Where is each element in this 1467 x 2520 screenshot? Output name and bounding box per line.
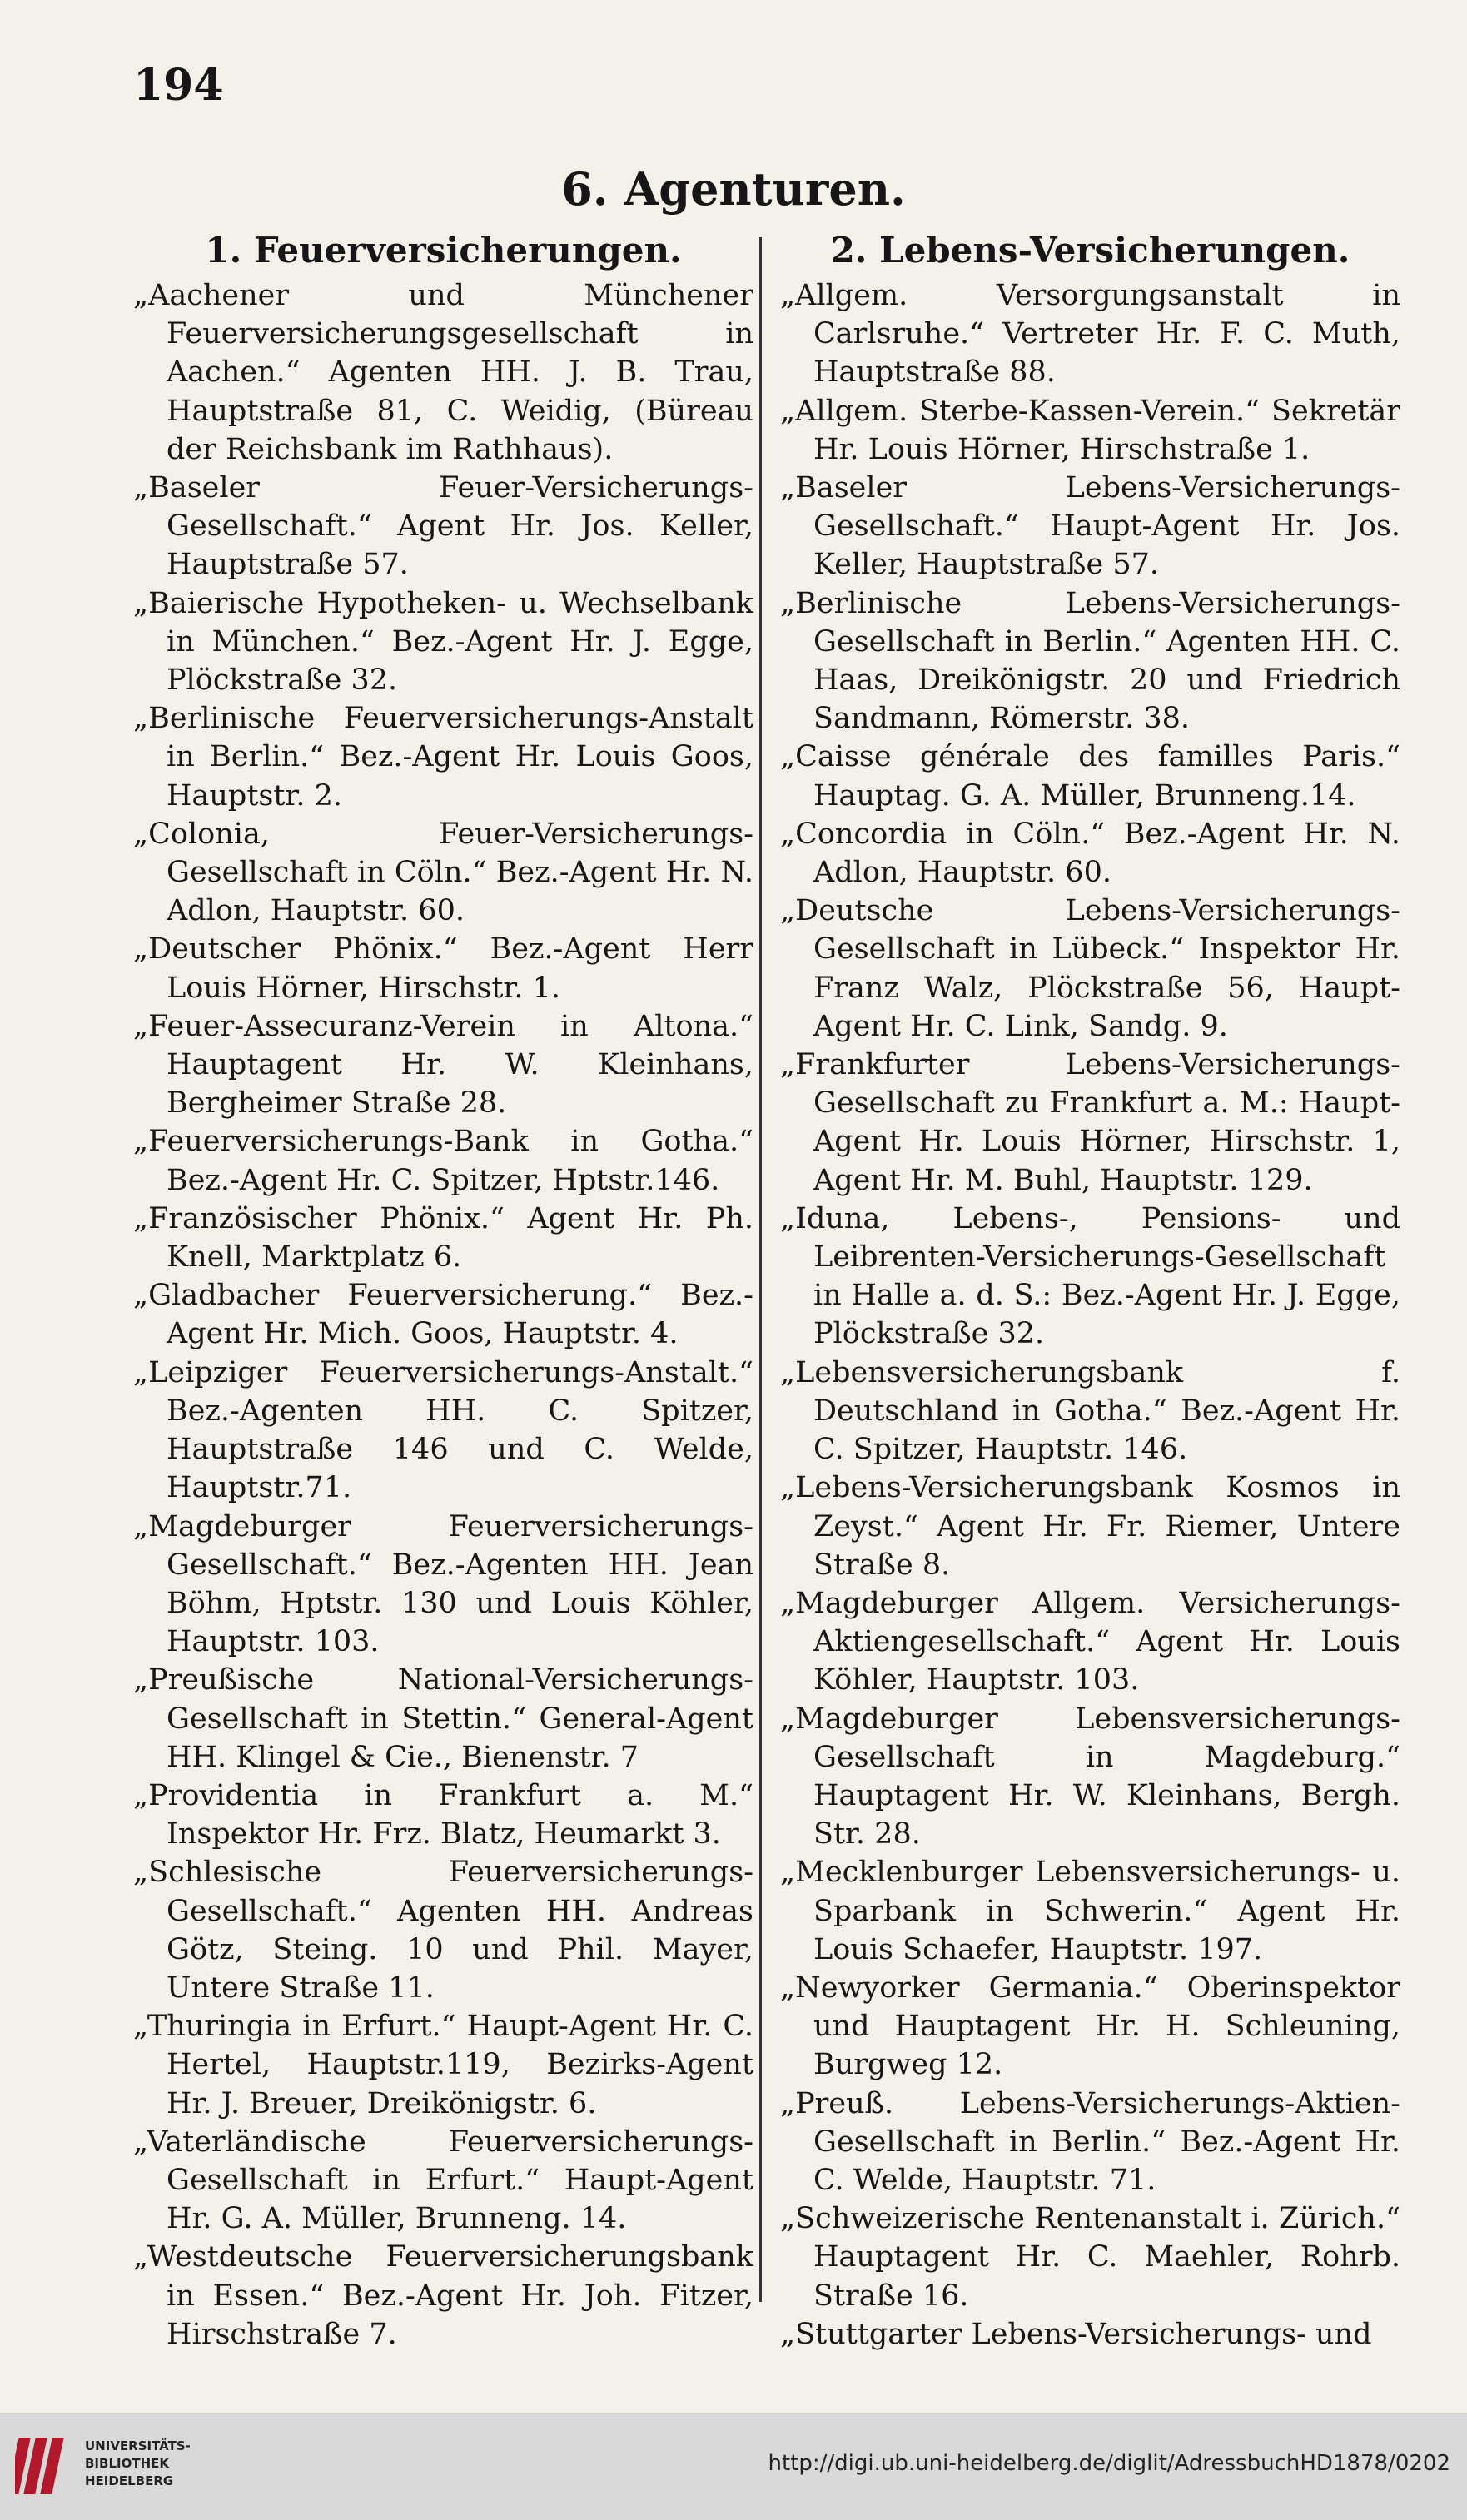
column-divider bbox=[759, 237, 762, 2302]
footer-bar bbox=[0, 2413, 1467, 2520]
list-item: „Schlesische Feuerversicherungs-Gesellschaft.“ Agenten HH. Andreas Götz, Steing. 10 und Phil. Mayer, Untere Straße 11. bbox=[133, 1856, 753, 2005]
list-item: „Deutscher Phönix.“ Bez.-Agent Herr Louis Hörner, Hirschstr. 1. bbox=[133, 932, 753, 1005]
list-item: „Baierische Hypotheken- u. Wechselbank in München.“ Bez.-Agent Hr. J. Egge, Plöckstraße 32. bbox=[133, 586, 753, 698]
list-item: „Thuringia in Erfurt.“ Haupt-Agent Hr. C. Hertel, Hauptstr.119, Bezirks-Agent Hr. J. Breuer, Dreikönigstr. 6. bbox=[133, 2010, 753, 2120]
list-item: „Magdeburger Feuerversicherungs-Gesellschaft.“ Bez.-Agenten HH. Jean Böhm, Hptstr. 130 und Louis Köhler, Hauptstr. 103. bbox=[133, 1509, 753, 1659]
list-item: „Allgem. Sterbe-Kassen-Verein.“ Sekretär Hr. Louis Hörner, Hirschstraße 1. bbox=[780, 394, 1400, 466]
left-column bbox=[133, 225, 753, 2353]
library-logo-text: UNIVERSITÄTS- BIBLIOTHEK HEIDELBERG bbox=[85, 2438, 191, 2488]
list-item: „Caisse générale des familles Paris.“ Hauptag. G. A. Müller, Brunneng.14. bbox=[780, 740, 1400, 813]
right-column bbox=[780, 225, 1400, 2353]
list-item: „Leipziger Feuerversicherungs-Anstalt.“ Bez.-Agenten HH. C. Spitzer, Hauptstraße 146 und C. Welde, Hauptstr.71. bbox=[133, 1355, 753, 1505]
list-item: „Vaterländische Feuerversicherungs-Gesellschaft in Erfurt.“ Haupt-Agent Hr. G. A. Müller, Brunneng. 14. bbox=[133, 2125, 753, 2236]
list-item: „Mecklenburger Lebensversicherungs- u. Sparbank in Schwerin.“ Agent Hr. Louis Schaefer, Hauptstr. 197. bbox=[780, 1856, 1400, 1966]
list-item: „Preuß. Lebens-Versicherungs-Aktien-Gesellschaft in Berlin.“ Bez.-Agent Hr. C. Welde, Hauptstr. 71. bbox=[780, 2086, 1400, 2197]
section-title: 6. Agenturen. bbox=[561, 162, 906, 216]
list-item: „Berlinische Lebens-Versicherungs-Gesellschaft in Berlin.“ Agenten HH. C. Haas, Dreikönigstr. 20 und Friedrich Sandmann, Römerstr. 38. bbox=[780, 586, 1400, 736]
list-item: „Newyorker Germania.“ Oberinspektor und Hauptagent Hr. H. Schleuning, Burgweg 12. bbox=[780, 1971, 1400, 2082]
source-url-link[interactable]: http://digi.ub.uni-heidelberg.de/diglit/AdressbuchHD1878/0202 bbox=[768, 2451, 1450, 2476]
list-item: „Magdeburger Lebensversicherungs-Gesellschaft in Magdeburg.“ Hauptagent Hr. W. Kleinhans, Bergh. Str. 28. bbox=[780, 1702, 1400, 1851]
list-item: „Stuttgarter Lebens-Versicherungs- und bbox=[780, 2317, 1372, 2351]
list-item: „Deutsche Lebens-Versicherungs-Gesellschaft in Lübeck.“ Inspektor Hr. Franz Walz, Plöckstraße 56, Haupt-Agent Hr. C. Link, Sandg. 9. bbox=[780, 894, 1400, 1043]
list-item: „Concordia in Cöln.“ Bez.-Agent Hr. N. Adlon, Hauptstr. 60. bbox=[780, 817, 1400, 890]
list-item: „Baseler Feuer-Versicherungs-Gesellschaft.“ Agent Hr. Jos. Keller, Hauptstraße 57. bbox=[133, 471, 753, 582]
list-item: „Schweizerische Rentenanstalt i. Zürich.“ Hauptagent Hr. C. Maehler, Rohrb. Straße 16. bbox=[780, 2202, 1400, 2313]
list-item: „Allgem. Versorgungsanstalt in Carlsruhe.“ Vertreter Hr. F. C. Muth, Hauptstraße 88. bbox=[780, 279, 1400, 390]
right-column-heading: 2. Lebens-Versicherungen. bbox=[830, 230, 1350, 271]
page-number: 194 bbox=[133, 60, 224, 111]
list-item: „Providentia in Frankfurt a. M.“ Inspektor Hr. Frz. Blatz, Heumarkt 3. bbox=[133, 1778, 753, 1851]
list-item: „Colonia, Feuer-Versicherungs-Gesellschaft in Cöln.“ Bez.-Agent Hr. N. Adlon, Hauptstr. 60. bbox=[133, 817, 753, 928]
list-item: „Feuerversicherungs-Bank in Gotha.“ Bez.-Agent Hr. C. Spitzer, Hptstr.146. bbox=[133, 1125, 753, 1197]
list-item: „Lebens-Versicherungsbank Kosmos in Zeyst.“ Agent Hr. Fr. Riemer, Untere Straße 8. bbox=[780, 1471, 1400, 1582]
list-item: „Feuer-Assecuranz-Verein in Altona.“ Hauptagent Hr. W. Kleinhans, Bergheimer Straße 28. bbox=[133, 1009, 753, 1121]
list-item: „Aachener und Münchener Feuerversicherungsgesellschaft in Aachen.“ Agenten HH. J. B. Trau, Hauptstraße 81, C. Weidig, (Büreau der Reichsbank im Rathhaus). bbox=[133, 279, 753, 466]
list-item: „Lebensversicherungsbank f. Deutschland in Gotha.“ Bez.-Agent Hr. C. Spitzer, Hauptstr. 146. bbox=[780, 1355, 1400, 1467]
list-item: „Preußische National-Versicherungs-Gesellschaft in Stettin.“ General-Agent HH. Klingel & Cie., Bienenstr. 7 bbox=[133, 1663, 753, 1774]
list-item: „Magdeburger Allgem. Versicherungs-Aktiengesellschaft.“ Agent Hr. Louis Köhler, Hauptstr. 103. bbox=[780, 1586, 1400, 1697]
university-seal-icon bbox=[15, 2433, 73, 2499]
list-item: „Westdeutsche Feuerversicherungsbank in Essen.“ Bez.-Agent Hr. Joh. Fitzer, Hirschstraße 7. bbox=[133, 2240, 753, 2351]
list-item: „Gladbacher Feuerversicherung.“ Bez.-Agent Hr. Mich. Goos, Hauptstr. 4. bbox=[133, 1279, 753, 1351]
list-item: „Französischer Phönix.“ Agent Hr. Ph. Knell, Marktplatz 6. bbox=[133, 1201, 753, 1275]
list-item: „Berlinische Feuerversicherungs-Anstalt in Berlin.“ Bez.-Agent Hr. Louis Goos, Hauptstr. 2. bbox=[133, 702, 753, 813]
list-item: „Iduna, Lebens-, Pensions- und Leibrenten-Versicherungs-Gesellschaft in Halle a. d. S.: Bez.-Agent Hr. J. Egge, Plöckstraße 32. bbox=[780, 1201, 1400, 1351]
list-item: „Baseler Lebens-Versicherungs-Gesellschaft.“ Haupt-Agent Hr. Jos. Keller, Hauptstraße 57. bbox=[780, 471, 1400, 582]
list-item: „Frankfurter Lebens-Versicherungs-Gesellschaft zu Frankfurt a. M.: Haupt-Agent Hr. Louis Hörner, Hirschstr. 1, Agent Hr. M. Buhl, Hauptstr. 129. bbox=[780, 1048, 1400, 1197]
left-column-heading: 1. Feuerversicherungen. bbox=[205, 230, 682, 271]
